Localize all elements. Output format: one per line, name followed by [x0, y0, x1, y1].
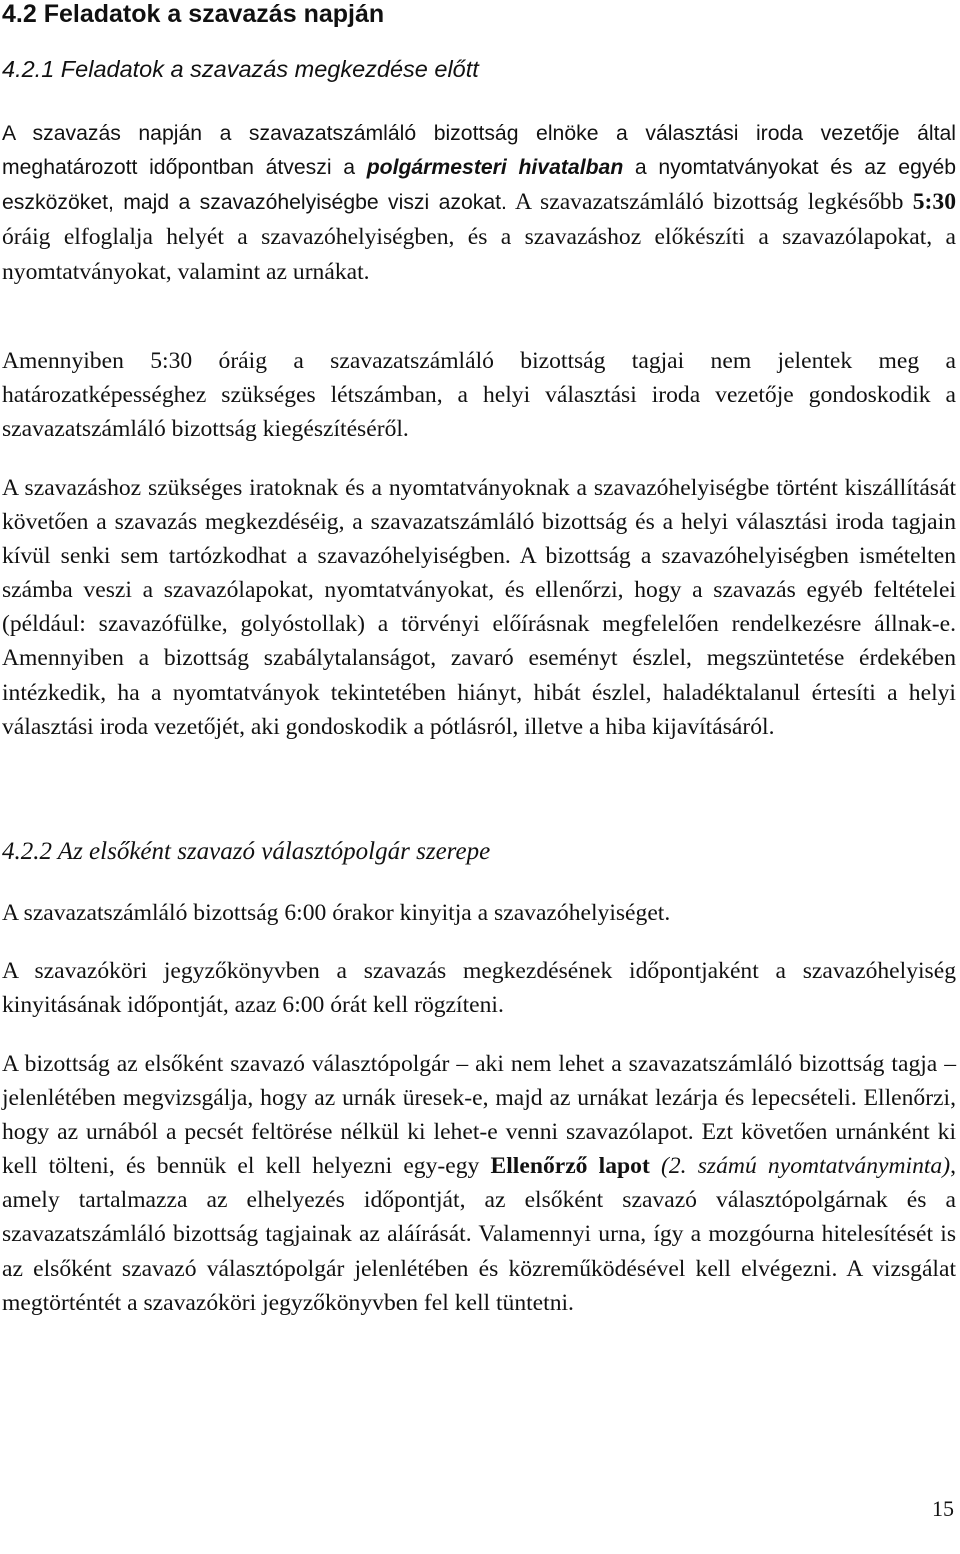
page-number: 15: [932, 1496, 954, 1521]
paragraph-opening: A szavazatszámláló bizottság 6:00 órakor kinyitja a szavazóhelyiséget.: [2, 900, 671, 926]
paragraph-first-voter-text-e: , amely tartalmazza az elhelyezés időpontját, az elsőként szavazó választópolgárnak és a szavazatszámláló bizottság tagjainak az aláírását. Valamennyi urna, így a mozgóurna hitelesítését is az elsőként szavazó választópolgár jelenlétében és közreműködésével kell elvégezni. A vizsgálat megtörténtét a szavazóköri jegyzőkönyvben fel kell tüntetni.: [2, 1153, 956, 1316]
emphasis-control-sheet: Ellenőrző lapot: [490, 1153, 650, 1180]
emphasis-time-530: 5:30: [912, 189, 956, 216]
subsection-heading-4-2-1: 4.2.1 Feladatok a szavazás megkezdése előtt: [2, 56, 479, 82]
section-heading: 4.2 Feladatok a szavazás napján: [2, 0, 385, 28]
form-template-reference: (2. számú nyomtatványminta): [661, 1153, 951, 1180]
paragraph-handover: [2, 117, 956, 290]
paragraph-first-voter: [2, 1047, 956, 1320]
paragraph-minutes: A szavazóköri jegyzőkönyvben a szavazás megkezdésének időpontjaként a szavazóhelyiség kinyitásának időpontját, azaz 6:00 órát kell rögzíteni.: [2, 958, 956, 1019]
paragraph-handover-text-d: A szavazatszámláló bizottság legkésőbb: [506, 189, 913, 216]
paragraph-handover-text-a: A szavazás napján a szavazatszámláló bizottság elnöke a választási iroda vezetője által meghatározott időpontban átveszi a: [2, 122, 956, 180]
paragraph-first-voter-text-c: [650, 1153, 661, 1179]
paragraph-handover-text-c: a nyomtatványokat és az egyéb eszközöket, majd a szavazóhelyiségbe viszi azokat.: [2, 156, 957, 215]
paragraph-preparation: A szavazáshoz szükséges iratoknak és a nyomtatványoknak a szavazóhelyiségbe történt kiszállítását követően a szavazás megkezdéséig, a szavazatszámláló bizottság és a helyi választási iroda tagjain kívül senki sem tartózkodhat a szavazóhelyiségben. A bizottság a szavazóhelyiségben ismételten számba veszi a szavazólapokat, nyomtatványokat, és ellenőrzi, hogy a szavazás egyéb feltételei (például: szavazófülke, golyóstollak) a törvényi előírásnak megfelelően rendelkezésre állnak-e. Amennyiben a bizottság szabálytalanságot, zavaró eseményt észlel, megszüntetése érdekében intézkedik, ha a nyomtatványok tekintetében hiányt, hibát észlel, haladéktalanul értesíti a helyi választási iroda vezetőjét, aki gondoskodik a pótlásról, illetve a hiba kijavításáról.: [2, 475, 956, 740]
paragraph-handover-text-f: óráig elfoglalja helyét a szavazóhelyiségben, és a szavazáshoz előkészíti a szavazólapokat, a nyomtatványokat, valamint az urnákat.: [2, 224, 956, 286]
emphasis-mayors-office: polgármesteri hivatalban: [366, 156, 624, 180]
subsection-heading-4-2-2: 4.2.2 Az elsőként szavazó választópolgár szerepe: [2, 838, 491, 865]
paragraph-first-voter-text-a: A bizottság az elsőként szavazó választópolgár – aki nem lehet a szavazatszámláló bizottság tagja – jelenlétében megvizsgálja, hogy az urnák üresek-e, majd az urnákat lezárja és lepecsételi. Ellenőrzi, hogy az urnából a pecsét feltörése nélkül ki lehet-e venni szavazólapot. Ezt követően urnánként ki kell tölteni, és bennük el kell helyezni egy-egy: [2, 1051, 956, 1180]
paragraph-quorum: Amennyiben 5:30 óráig a szavazatszámláló bizottság tagjai nem jelentek meg a határozatképességhez szükséges létszámban, a helyi választási iroda vezetője gondoskodik a szavazatszámláló bizottság kiegészítéséről.: [2, 348, 956, 443]
